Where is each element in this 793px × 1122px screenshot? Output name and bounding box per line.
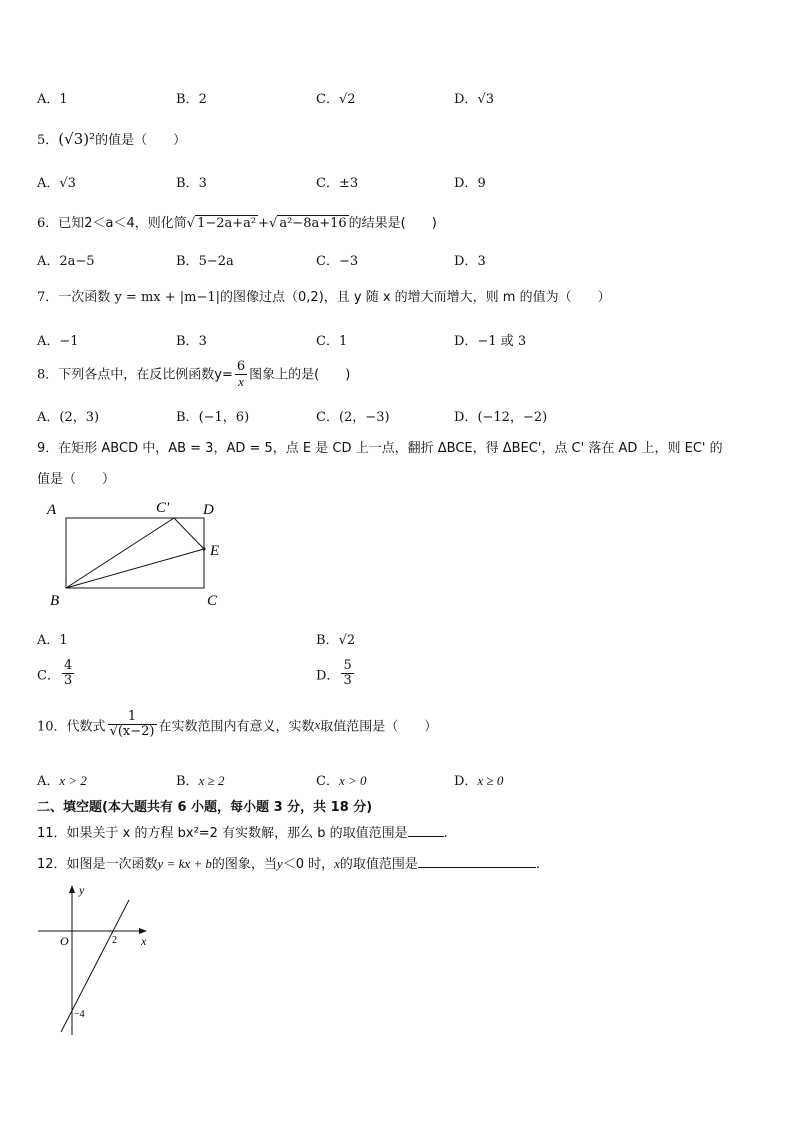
label-e: E: [210, 543, 220, 559]
q5-expression: (√3)²: [58, 130, 96, 148]
q10-option-a: A．x > 2: [37, 773, 87, 789]
question-9-line2: 值是（ ）: [37, 472, 116, 487]
q8-option-d: D．(−12，−2): [454, 410, 548, 425]
label-c: C: [207, 593, 218, 609]
q10-option-b: B．x ≥ 2: [176, 773, 225, 789]
q5-option-b: B．3: [176, 176, 207, 191]
q4-option-b: B．2: [176, 92, 207, 107]
question-6: 6．已知2＜a＜4，则化简√ 1−2a+a² +√ a²−8a+16 的结果是( ): [37, 216, 437, 231]
q10-option-c: C．x > 0: [316, 773, 367, 789]
q7-option-d: D．−1 或 3: [454, 334, 527, 349]
q11-answer-blank[interactable]: [408, 836, 444, 837]
q6-option-d: D．3: [454, 254, 486, 269]
q6-option-a: A．2a−5: [37, 254, 95, 269]
q4-option-a: A．1: [37, 92, 68, 107]
label-b: B: [50, 593, 60, 609]
origin-label: O: [60, 934, 69, 948]
axis-label-x: x: [141, 934, 147, 948]
question-5: 5．(√3)²的值是（ ）: [37, 130, 187, 148]
label-d: D: [203, 502, 214, 518]
function-line: [61, 900, 129, 1032]
question-12: 12．如图是一次函数y = kx + b的图象，当y＜0 时，x的取值范围是 .: [37, 856, 541, 872]
q9-option-b: B．√2: [316, 633, 356, 648]
q4-option-c: C．√2: [316, 92, 356, 107]
q9-option-c: C． $\frac{4}{3}$: [37, 658, 73, 689]
q12-answer-blank[interactable]: [418, 867, 536, 868]
q10-option-d: D．x ≥ 0: [454, 773, 504, 789]
x-intercept-label: 2: [112, 935, 117, 946]
y-intercept-label: −4: [74, 1009, 85, 1020]
q8-option-a: A．(2，3): [37, 410, 100, 425]
rectangle-abcd: [66, 518, 204, 588]
q7-option-b: B．3: [176, 334, 207, 349]
q5-option-d: D．9: [454, 176, 486, 191]
q8-option-c: C．(2，−3): [316, 410, 390, 425]
q9-rectangle-figure: [40, 495, 240, 615]
question-7: 7．一次函数 y = mx + |m−1|的图像过点（0,2)，且 y 随 x 的增大而增大，则 m 的值为（ ）: [37, 290, 611, 305]
q8-option-b: B．(−1，6): [176, 410, 250, 425]
label-c-prime: C': [156, 500, 170, 516]
q9-option-d: D． $\frac{5}{3}$: [316, 658, 352, 689]
question-9-line1: 9．在矩形 ABCD 中，AB = 3，AD = 5，点 E 是 CD 上一点，翻折 ΔBCE，得 ΔBEC'，点 C' 落在 AD 上，则 EC' 的: [37, 441, 723, 456]
segment-bc-prime: [66, 518, 174, 588]
q5-option-a: A．√3: [37, 176, 76, 191]
q7-option-a: A．−1: [37, 334, 79, 349]
question-11: 11．如果关于 x 的方程 bx²=2 有实数解，那么 b 的取值范围是 .: [37, 826, 448, 841]
segment-c-prime-e: [174, 518, 204, 549]
q6-option-c: C．−3: [316, 254, 359, 269]
q12-graph-figure: [35, 880, 160, 1040]
q5-option-c: C．±3: [316, 176, 359, 191]
section-2-heading: 二、填空题(本大题共有 6 小题，每小题 3 分，共 18 分): [37, 800, 373, 815]
question-10: 10．代数式 $\frac{1}{√(x-2)}$ 在实数范围内有意义，实数x取值范围是（ ）: [37, 709, 438, 740]
label-a: A: [47, 502, 57, 518]
q6-option-b: B．5−2a: [176, 254, 234, 269]
segment-be: [66, 549, 204, 588]
q4-option-d: D．√3: [454, 92, 494, 107]
question-8: 8．下列各点中，在反比例函数y= $\frac{6}{x}$ 图象上的是( ): [37, 359, 351, 390]
q7-option-c: C．1: [316, 334, 348, 349]
q9-option-a: A．1: [37, 633, 68, 648]
axis-label-y: y: [79, 883, 85, 897]
